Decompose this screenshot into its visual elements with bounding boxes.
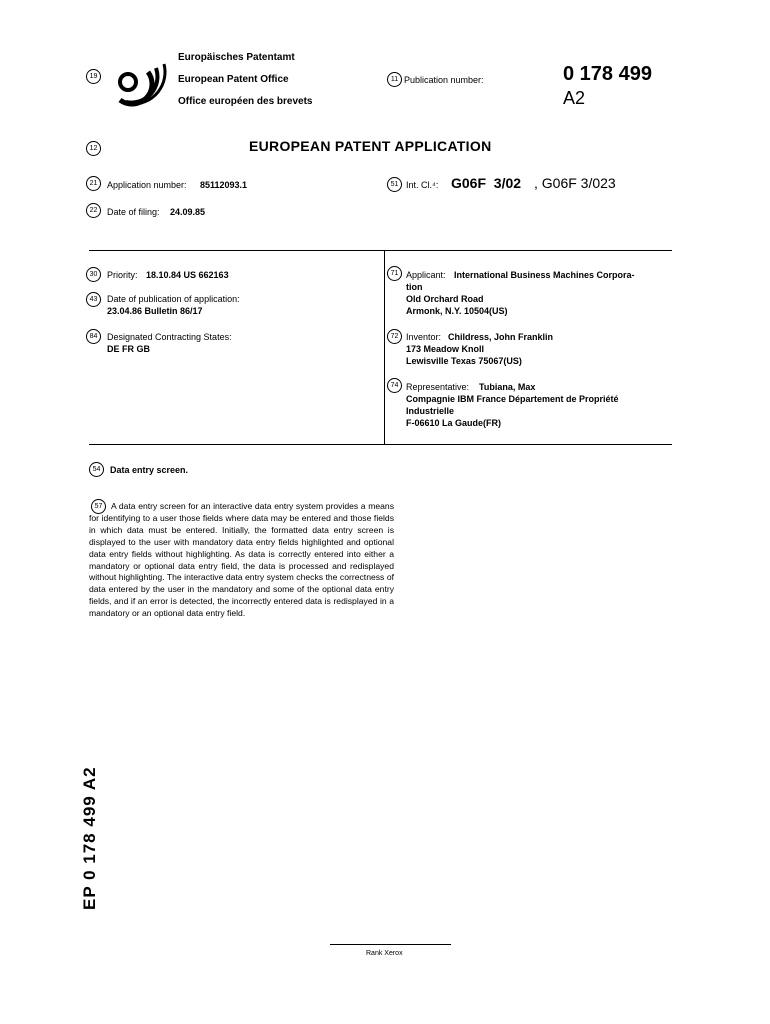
side-publication-label: EP 0 178 499 A2 bbox=[80, 766, 99, 910]
inid-code-84: 84 bbox=[86, 329, 101, 344]
representative-address-line3: F-06610 La Gaude(FR) bbox=[406, 418, 502, 428]
inid-code-11: 11 bbox=[387, 72, 402, 87]
inid-code-57: 57 bbox=[91, 499, 106, 514]
inid-code-19: 19 bbox=[86, 69, 101, 84]
publication-number: 0 178 499 bbox=[563, 63, 652, 85]
inventor-label: Inventor: bbox=[406, 332, 442, 342]
publication-number-label: Publication number: bbox=[404, 75, 484, 85]
office-name-en: European Patent Office bbox=[178, 74, 289, 85]
int-cl-label: Int. Cl.⁴: bbox=[406, 180, 439, 190]
representative-address-line2: Industrielle bbox=[406, 406, 455, 416]
abstract-text: A data entry screen for an interactive data entry system provides a means for identifying to a user those fields where data may be entered and those fields in which data must be entered. Initially, the formatted data entry screen is displayed to the user with mandatory data entry fields highlighted and optional data entry fields without highlighting. As data is correctly entered into either a mandatory or optional data entry field, the data is processed and redisplayed without highlighting. The interactive data entry system checks the correctness of data entered by the user in the mandatory and some of the optional data entry fields, and if an error is detected, the incorrectly entered data is redisplayed in a mandatory or an optional data entry field. bbox=[89, 501, 394, 619]
inid-code-22: 22 bbox=[86, 203, 101, 218]
inid-code-71: 71 bbox=[387, 266, 402, 281]
publication-date-label: Date of publication of application: bbox=[107, 294, 240, 304]
applicant-name-line1: International Business Machines Corpora- bbox=[454, 270, 635, 280]
inid-code-54: 54 bbox=[89, 462, 104, 477]
filing-date: 24.09.85 bbox=[170, 207, 206, 217]
filing-date-label: Date of filing: bbox=[107, 207, 160, 217]
representative-name: Tubiana, Max bbox=[479, 382, 536, 392]
top-rule bbox=[89, 250, 672, 251]
representative-address-line1: Compagnie IBM France Département de Propriété bbox=[406, 394, 619, 404]
inid-code-12: 12 bbox=[86, 141, 101, 156]
inid-code-51: 51 bbox=[387, 177, 402, 192]
column-divider bbox=[384, 250, 385, 444]
applicant-address-line1: Old Orchard Road bbox=[406, 294, 484, 304]
document-type-title: EUROPEAN PATENT APPLICATION bbox=[249, 138, 492, 154]
bottom-rule bbox=[89, 444, 672, 445]
application-number-label: Application number: bbox=[107, 180, 187, 190]
inid-code-72: 72 bbox=[387, 329, 402, 344]
office-name-de: Europäisches Patentamt bbox=[178, 52, 295, 63]
inid-code-74: 74 bbox=[387, 378, 402, 393]
applicant-address-line2: Armonk, N.Y. 10504(US) bbox=[406, 306, 508, 316]
int-cl-secondary: , G06F 3/023 bbox=[534, 175, 616, 191]
footer-rule bbox=[330, 944, 451, 945]
priority-value: 18.10.84 US 662163 bbox=[146, 270, 229, 280]
inid-code-30: 30 bbox=[86, 267, 101, 282]
priority-label: Priority: bbox=[107, 270, 138, 280]
kind-code: A2 bbox=[563, 88, 586, 108]
invention-title: Data entry screen. bbox=[110, 465, 189, 475]
office-name-fr: Office européen des brevets bbox=[178, 96, 313, 107]
int-cl-main: G06F 3/02 bbox=[451, 175, 522, 191]
printer-name: Rank Xerox bbox=[366, 950, 403, 957]
inventor-address-line2: Lewisville Texas 75067(US) bbox=[406, 356, 522, 366]
publication-date-value: 23.04.86 Bulletin 86/17 bbox=[107, 306, 203, 316]
designated-states-label: Designated Contracting States: bbox=[107, 332, 232, 342]
inid-code-43: 43 bbox=[86, 292, 101, 307]
applicant-name-line2: tion bbox=[406, 282, 423, 292]
inventor-name: Childress, John Franklin bbox=[448, 332, 554, 342]
inventor-address-line1: 173 Meadow Knoll bbox=[406, 344, 485, 354]
epo-logo-icon bbox=[112, 52, 168, 108]
inid-code-21: 21 bbox=[86, 176, 101, 191]
designated-states-value: DE FR GB bbox=[107, 344, 151, 354]
applicant-label: Applicant: bbox=[406, 270, 446, 280]
representative-label: Representative: bbox=[406, 382, 470, 392]
application-number: 85112093.1 bbox=[200, 180, 248, 190]
